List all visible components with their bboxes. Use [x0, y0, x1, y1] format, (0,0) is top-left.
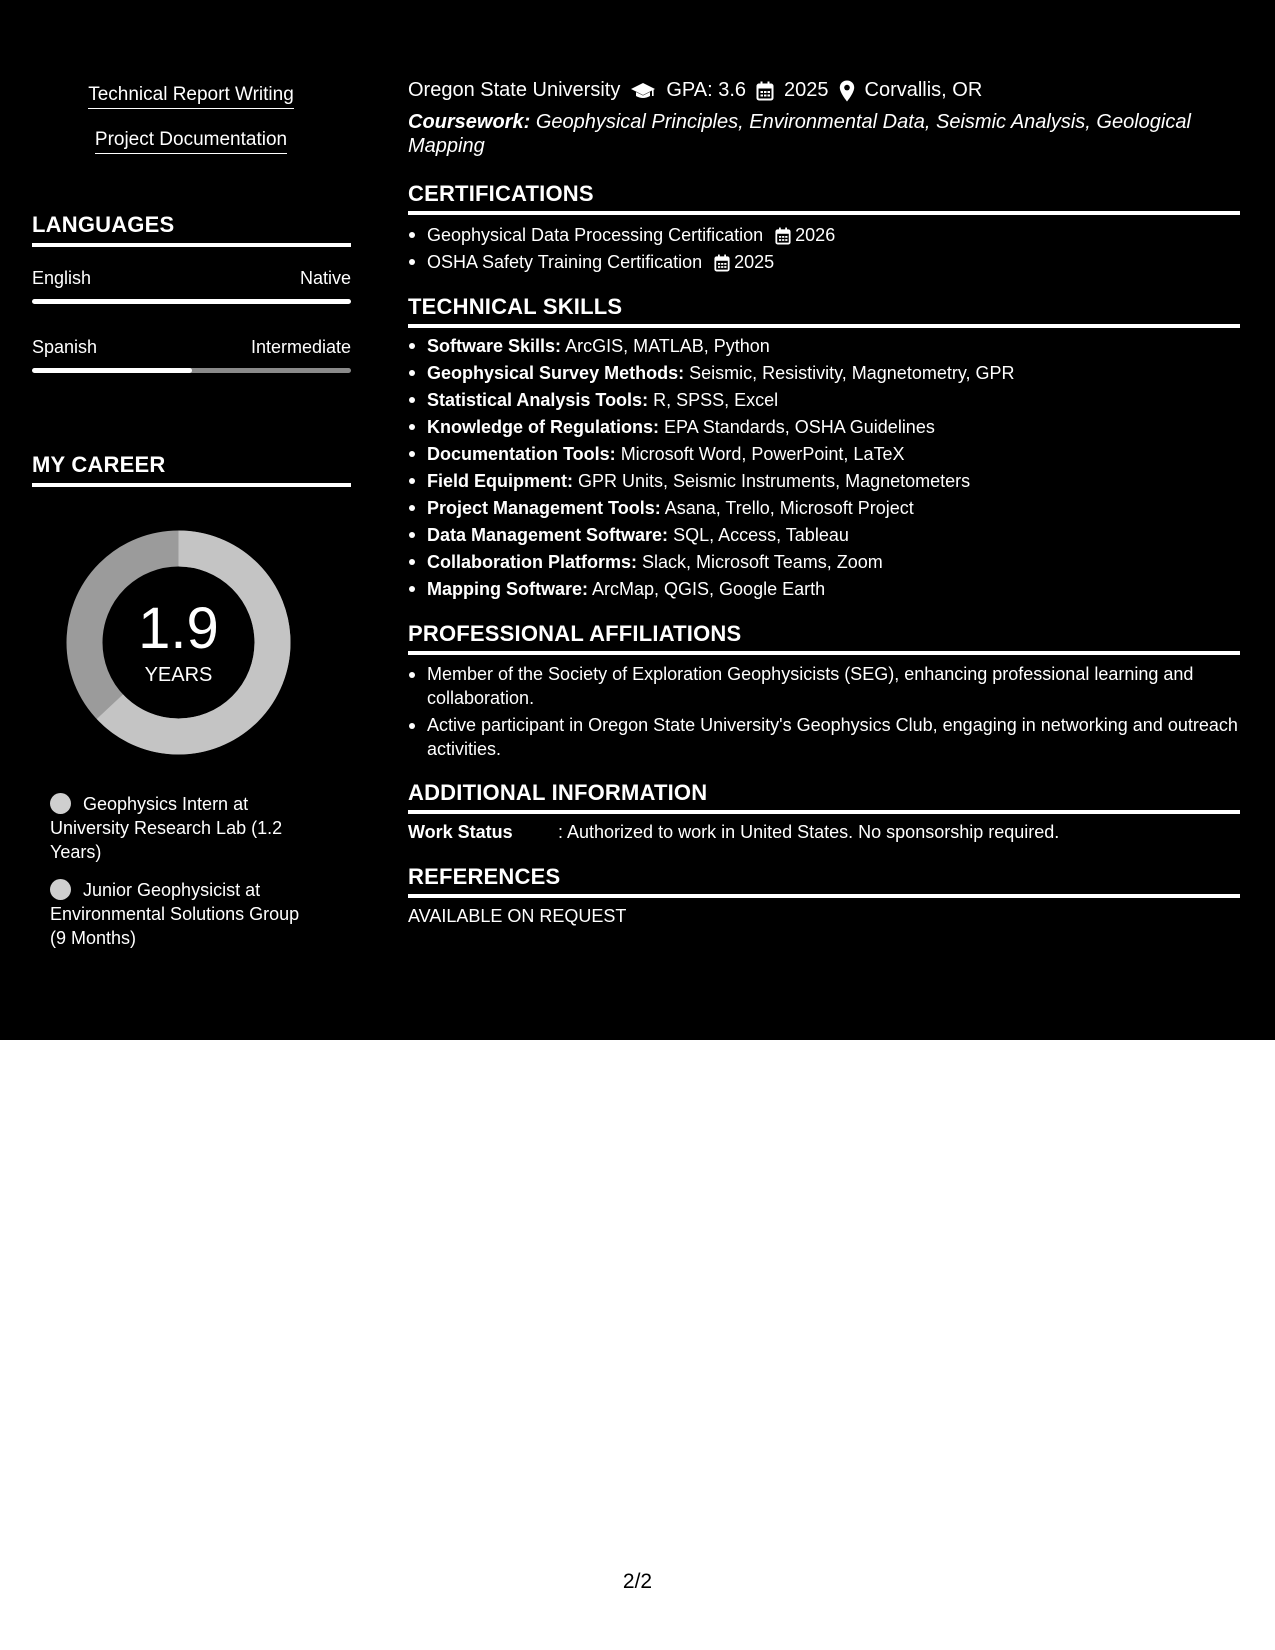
skill-item: Software Skills: ArcGIS, MATLAB, Python [408, 333, 1240, 360]
affiliations-heading: PROFESSIONAL AFFILIATIONS [408, 621, 1240, 655]
work-status-row [408, 822, 1240, 843]
skill-item: Project Management Tools: Asana, Trello, Microsoft Project [408, 495, 1240, 522]
skill-item: Documentation Tools: Microsoft Word, PowerPoint, LaTeX [408, 441, 1240, 468]
skill-item: Data Management Software: SQL, Access, Tableau [408, 522, 1240, 549]
skill-item: Field Equipment: GPR Units, Seismic Instruments, Magnetometers [408, 468, 1240, 495]
work-status-label: Work Status [408, 822, 513, 842]
language-name: English [32, 268, 92, 288]
career-years-label: YEARS [144, 664, 213, 686]
language-level: Intermediate [250, 337, 351, 357]
references-heading: REFERENCES [408, 864, 1240, 898]
education-line [408, 79, 1240, 102]
education-year: 2025 [784, 79, 829, 101]
skill-item: Collaboration Platforms: Slack, Microsoft Teams, Zoom [408, 549, 1240, 576]
main-content [408, 0, 1240, 1040]
language-proficiency-fill [32, 299, 351, 304]
calendar-icon [775, 227, 791, 245]
career-dot-icon [50, 879, 71, 900]
calendar-icon [756, 81, 774, 101]
map-pin-icon [839, 80, 855, 102]
graduation-cap-icon [630, 81, 656, 101]
skill-tag: Project Documentation [0, 129, 382, 154]
language-proficiency-fill [32, 368, 192, 373]
coursework-label: Coursework: [408, 111, 531, 133]
skill-item: Knowledge of Regulations: EPA Standards, OSHA Guidelines [408, 414, 1240, 441]
skill-item: Mapping Software: ArcMap, QGIS, Google Earth [408, 576, 1240, 603]
language-name: Spanish [32, 337, 98, 357]
education-coursework [408, 110, 1228, 158]
career-heading: MY CAREER [32, 452, 351, 487]
language-proficiency-bar [32, 299, 351, 304]
skill-tag: Technical Report Writing [0, 84, 382, 109]
calendar-icon [714, 254, 730, 272]
technical-skills-heading: TECHNICAL SKILLS [408, 294, 1240, 328]
certification-item: Geophysical Data Processing Certification 2026 [408, 222, 1240, 249]
career-item: Junior Geophysicist at Environmental Solutions Group (9 Months) [50, 880, 300, 948]
language-level: Native [299, 268, 351, 288]
certifications-list [408, 222, 1240, 276]
education-location: Corvallis, OR [864, 79, 983, 101]
career-total-years: 1.9 [138, 596, 219, 661]
career-dot-icon [50, 793, 71, 814]
page-number: 2/2 [622, 1570, 653, 1593]
certification-item: OSHA Safety Training Certification 2025 [408, 249, 1240, 276]
technical-skills-list [408, 333, 1240, 603]
language-row [32, 268, 351, 289]
affiliation-item: Member of the Society of Exploration Geophysicists (SEG), enhancing professional learning and collaboration. [408, 662, 1240, 710]
sidebar [0, 0, 382, 1040]
coursework-list: Geophysical Principles, Environmental Data, Seismic Analysis, Geological Mapping [408, 111, 1191, 157]
work-status-value: : Authorized to work in United States. No sponsorship required. [558, 822, 1060, 842]
skill-item: Geophysical Survey Methods: Seismic, Resistivity, Magnetometry, GPR [408, 360, 1240, 387]
education-gpa: GPA: 3.6 [666, 79, 746, 101]
language-proficiency-bar [32, 368, 351, 373]
language-row [32, 337, 351, 358]
education-school: Oregon State University [408, 79, 621, 101]
languages-heading: LANGUAGES [32, 212, 351, 247]
affiliation-item: Active participant in Oregon State University's Geophysics Club, engaging in networking and outreach activities. [408, 713, 1240, 761]
certifications-heading: CERTIFICATIONS [408, 181, 1240, 215]
additional-info-heading: ADDITIONAL INFORMATION [408, 780, 1240, 814]
career-item: Geophysics Intern at University Research Lab (1.2 Years) [50, 794, 283, 862]
affiliations-list [408, 662, 1240, 764]
references-text: AVAILABLE ON REQUEST [408, 906, 627, 926]
skill-item: Statistical Analysis Tools: R, SPSS, Excel [408, 387, 1240, 414]
